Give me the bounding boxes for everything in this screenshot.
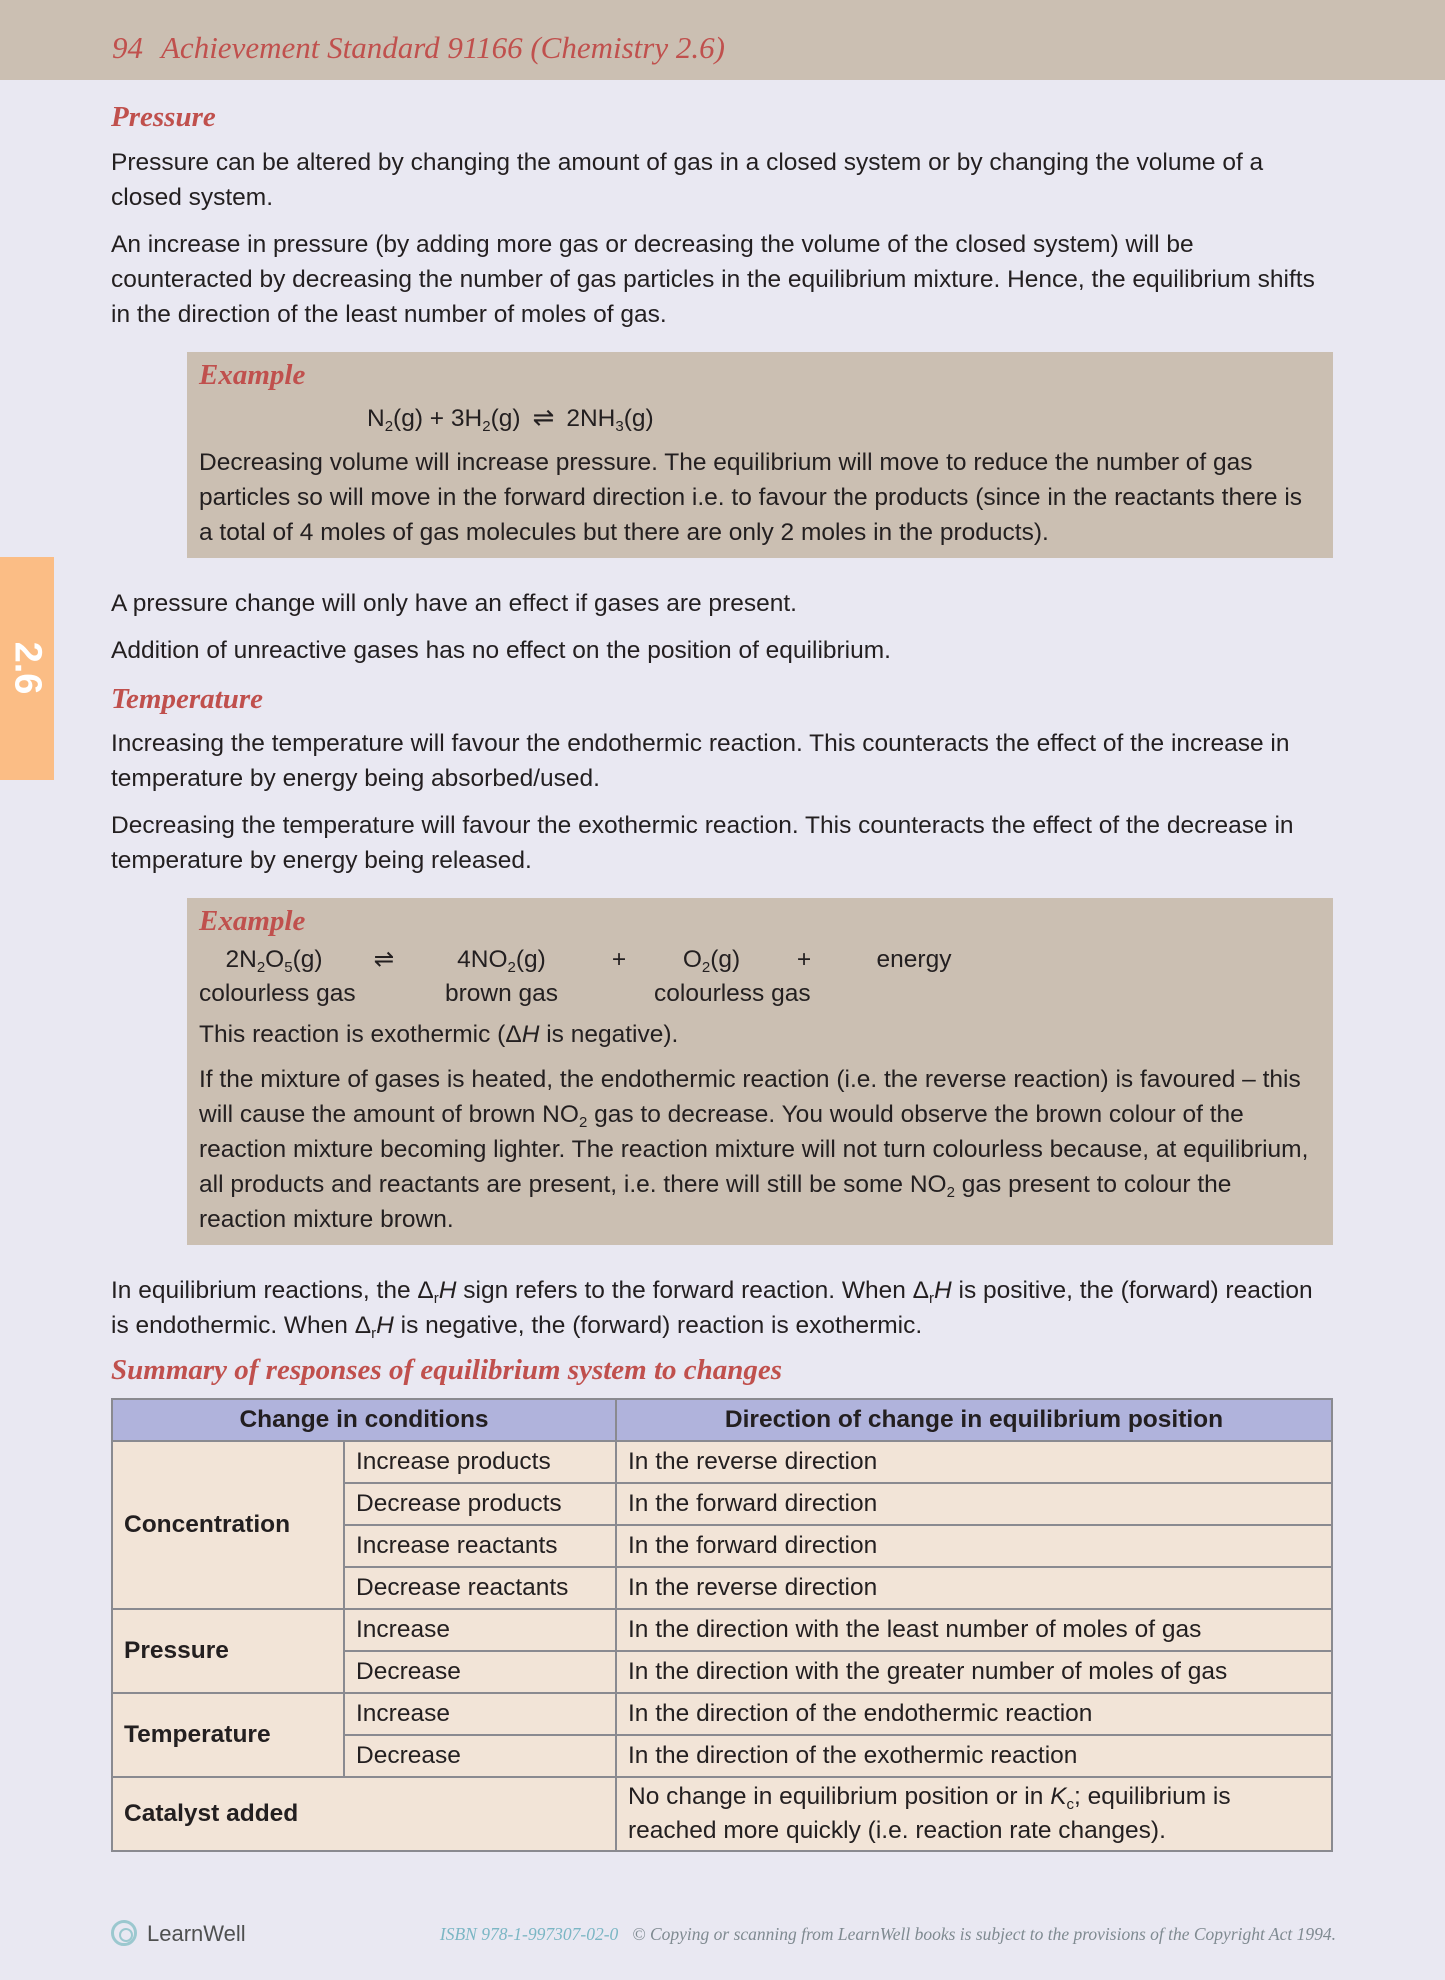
pressure-example-box <box>187 352 1333 558</box>
direction-cell: In the forward direction <box>616 1483 1332 1525</box>
change-cell: Increase <box>344 1609 616 1651</box>
change-cell: Decrease <box>344 1651 616 1693</box>
direction-cell: In the direction of the exothermic reaction <box>616 1735 1332 1777</box>
isbn: ISBN 978-1-997307-02-0 <box>439 1924 619 1944</box>
direction-cell: In the reverse direction <box>616 1441 1332 1483</box>
change-cell: Increase products <box>344 1441 616 1483</box>
eq-product: $O_2(g)$ <box>682 946 741 977</box>
table-row <box>112 1777 1332 1851</box>
eq-label: brown gas <box>444 980 559 1008</box>
chapter-tab-label: 2.6 <box>6 641 49 695</box>
page-number: 94 <box>112 30 143 65</box>
copyright-notice: © Copying or scanning from LearnWell books is subject to the provisions of the Copyright Act 1994. <box>632 1924 1336 1944</box>
direction-cell: In the direction with the least number of moles of gas <box>616 1609 1332 1651</box>
eq-energy: energy <box>876 946 952 974</box>
eq-plus: + <box>611 946 627 974</box>
temperature-paragraph-2: Decreasing the temperature will favour the exothermic reaction. This counteracts the effect of the decrease in temperature by energy being released. <box>111 812 1294 875</box>
equilibrium-arrow-icon: ⇌ <box>373 946 395 974</box>
book-title: Achievement Standard 91166 (Chemistry 2.6) <box>161 30 725 65</box>
summary-table <box>111 1398 1333 1852</box>
pressure-example-text: Decreasing volume will increase pressure. The equilibrium will move to reduce the number of gas particles so will move in the forward direction i.e. to favour the products (since in the reactants there is a total of 4 moles of gas molecules but there are only 2 moles in the products). <box>199 448 1303 546</box>
change-cell: Increase reactants <box>344 1525 616 1567</box>
pressure-paragraph-1: Pressure can be altered by changing the amount of gas in a closed system or by changing the volume of a closed system. <box>111 148 1264 211</box>
eq-plus: + <box>796 946 812 974</box>
category-cell: Temperature <box>112 1693 344 1777</box>
chapter-tab <box>0 557 54 780</box>
exothermic-note: This reaction is exothermic (ΔH is negative). <box>199 1021 679 1049</box>
pressure-paragraph-2: An increase in pressure (by adding more gas or decreasing the volume of the closed system) will be counteracted by decreasing the number of gas particles in the equilibrium mixture. Hence, the equilibrium shifts in the direction of the least number of moles of gas. <box>111 230 1315 328</box>
eq-subscript: 2 <box>482 417 491 435</box>
table-row <box>112 1693 1332 1735</box>
table-header-row <box>112 1399 1332 1441</box>
eq-subscript: 2 <box>384 417 394 435</box>
direction-cell: In the direction of the endothermic reaction <box>616 1693 1332 1735</box>
page-header <box>0 0 1445 80</box>
direction-cell: In the direction with the greater number of moles of gas <box>616 1651 1332 1693</box>
change-cell: Decrease reactants <box>344 1567 616 1609</box>
temperature-example-box <box>187 898 1333 1245</box>
temperature-heading: Temperature <box>111 682 263 715</box>
delta-h-sign-note: In equilibrium reactions, the $\Delta_rH$ sign refers to the forward reaction. When $\Delta_rH$ is positive, the (forward) reaction is endothermic. When $\Delta_rH$ is negative, the (forward) reaction is exothermic. <box>111 1277 1313 1343</box>
example-heading: Example <box>199 358 306 391</box>
page-content <box>111 100 1333 1852</box>
legal-notice <box>440 1924 1336 1945</box>
header-title-line <box>112 30 725 66</box>
eq-term: (g) + 3H <box>393 404 483 432</box>
temperature-paragraph-1: Increasing the temperature will favour the endothermic reaction. This counteracts the effect of the increase in temperature by energy being absorbed/used. <box>111 730 1290 793</box>
column-header: Change in conditions <box>112 1399 616 1441</box>
column-header: Direction of change in equilibrium position <box>616 1399 1332 1441</box>
eq-label: colourless gas <box>654 980 811 1008</box>
table-row <box>112 1441 1332 1483</box>
eq-term: 2NH <box>566 404 616 432</box>
category-cell: Catalyst added <box>112 1777 616 1851</box>
category-cell: Concentration <box>112 1441 344 1609</box>
pressure-note-2: Addition of unreactive gases has no effect on the position of equilibrium. <box>111 636 891 664</box>
summary-heading: Summary of responses of equilibrium system to changes <box>111 1354 783 1387</box>
example-heading: Example <box>199 905 306 938</box>
page-footer <box>111 1918 1336 1952</box>
table-row <box>112 1609 1332 1651</box>
change-cell: Decrease products <box>344 1483 616 1525</box>
pressure-heading: Pressure <box>111 101 216 133</box>
direction-cell: In the forward direction <box>616 1525 1332 1567</box>
learnwell-logo-icon <box>111 1920 137 1946</box>
direction-cell: In the reverse direction <box>616 1567 1332 1609</box>
eq-subscript: 3 <box>615 417 624 435</box>
equilibrium-arrow-icon: ⇌ <box>532 401 555 432</box>
eq-label: colourless gas <box>199 980 356 1008</box>
brand-name: LearnWell <box>147 1921 246 1946</box>
haber-equation <box>199 397 1321 439</box>
change-cell: Decrease <box>344 1735 616 1777</box>
eq-reactant: $2N_2O_5(g)$ <box>225 946 323 977</box>
direction-cell: No change in equilibrium position or in $K_c$; equilibrium is reached more quickly (i.e. reaction rate changes). <box>616 1777 1332 1851</box>
pressure-note-1: A pressure change will only have an effect if gases are present. <box>111 589 797 617</box>
n2o5-equation <box>199 943 1321 1011</box>
eq-term: N <box>367 404 385 432</box>
eq-term: (g) <box>623 404 654 432</box>
eq-term: (g) <box>490 404 521 432</box>
category-cell: Pressure <box>112 1609 344 1693</box>
eq-product: $4NO_2(g)$ <box>457 946 546 977</box>
temperature-example-text: If the mixture of gases is heated, the endothermic reaction (i.e. the reverse reaction) is favoured – this will cause the amount of brown $NO_2$ gas to decrease. You would observe the brown colour of the reaction mixture becoming lighter. The reaction mixture will not turn colourless because, at equilibrium, all products and reactants are present, i.e. there will still be some $NO_2$ gas present to colour the reaction mixture brown. <box>199 1066 1309 1234</box>
change-cell: Increase <box>344 1693 616 1735</box>
